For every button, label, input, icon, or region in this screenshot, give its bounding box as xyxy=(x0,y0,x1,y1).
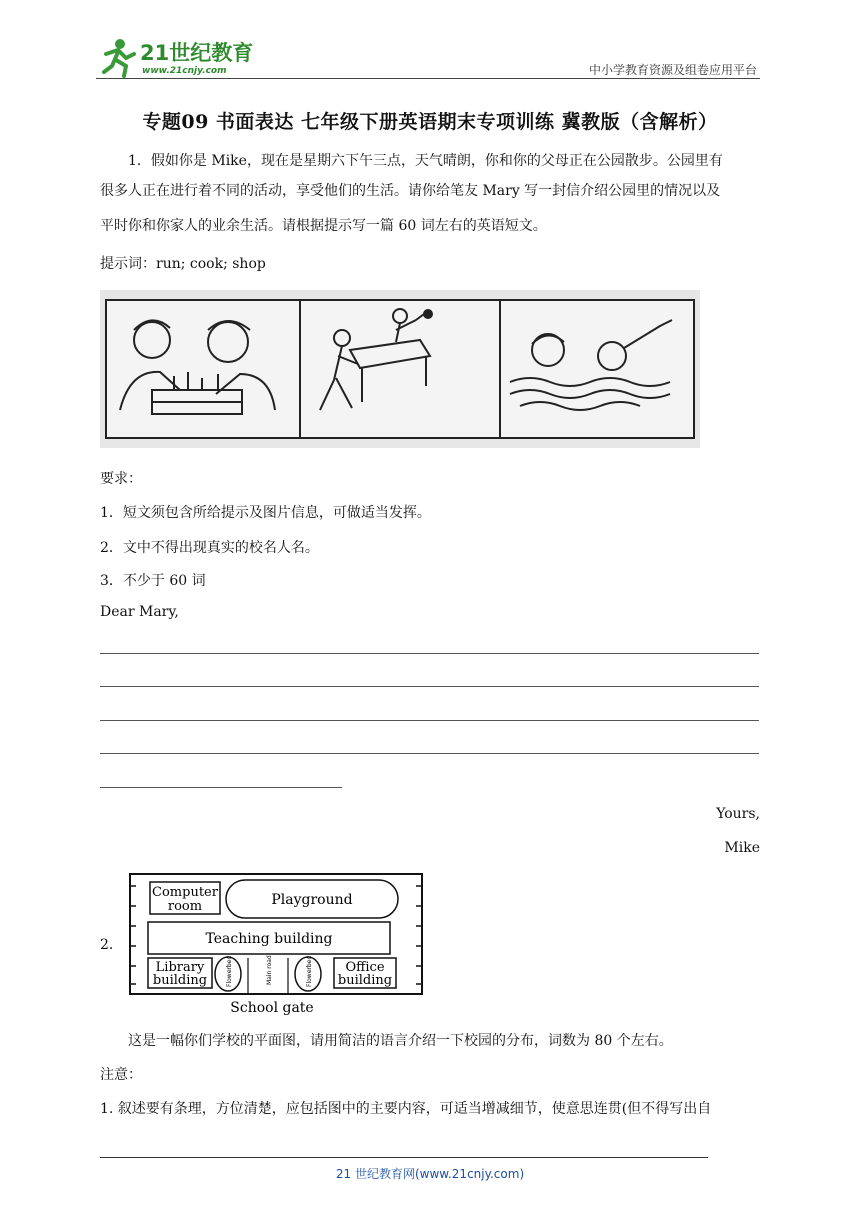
teaching-building-label: Teaching building xyxy=(205,931,333,947)
main-road-label: Main road xyxy=(266,955,273,985)
page-title: 专题09 书面表达 七年级下册英语期末专项训练 冀教版（含解析） xyxy=(142,111,718,133)
logo-url: www.21cnjy.com xyxy=(142,66,227,76)
answer-line xyxy=(100,653,759,654)
answer-line xyxy=(100,686,759,687)
letter-greeting: Dear Mary, xyxy=(100,604,179,620)
footer-divider xyxy=(100,1157,708,1158)
playground-label: Playground xyxy=(271,892,353,908)
library-label: Library xyxy=(155,960,205,975)
letter-signature: Mike xyxy=(724,840,760,856)
requirement-1: 1．短文须包含所给提示及图片信息，可做适当发挥。 xyxy=(100,505,431,521)
q2-note-1: 1. 叙述要有条理，方位清楚，应包括图中的主要内容，可适当增减细节，使意思连贯(但不得写出自 xyxy=(100,1101,712,1117)
flowerbed-label: Flowerbed xyxy=(306,955,313,987)
activity-pictures xyxy=(100,290,700,448)
school-map xyxy=(128,872,424,1022)
q1-line-3: 平时你和你家人的业余生活。请根据提示写一篇 60 词左右的英语短文。 xyxy=(100,218,547,234)
q2-instruction: 这是一幅你们学校的平面图，请用简洁的语言介绍一下校园的分布，词数为 80 个左右。 xyxy=(128,1033,673,1049)
site-logo xyxy=(96,36,258,78)
answer-line xyxy=(100,787,342,788)
footer-text: 21 世纪教育网(www.21cnjy.com) xyxy=(335,1167,525,1181)
q2-note-label: 注意： xyxy=(100,1067,142,1083)
q1-line-1: 1．假如你是 Mike，现在是星期六下午三点，天气晴朗，你和你的父母正在公园散步。公园里有 xyxy=(128,153,723,169)
q1-line-2: 很多人正在进行着不同的活动，享受他们的生活。请你给笔友 Mary 写一封信介绍公园里的情况以及 xyxy=(100,183,721,199)
letter-closing: Yours, xyxy=(716,806,760,822)
office-label: Office xyxy=(345,960,385,975)
computer-room-label: Computer xyxy=(152,885,218,900)
q2-number: 2． xyxy=(100,937,123,953)
q1-hint: 提示词：run; cook; shop xyxy=(100,256,266,272)
school-gate-label: School gate xyxy=(230,1000,314,1016)
flowerbed-label: Flowerbed xyxy=(226,955,233,987)
requirement-2: 2．文中不得出现真实的校名人名。 xyxy=(100,540,319,556)
office-label: building xyxy=(337,973,393,988)
library-label: building xyxy=(152,973,208,988)
computer-room-label: room xyxy=(167,899,203,914)
requirements-label: 要求： xyxy=(100,471,142,487)
answer-line xyxy=(100,753,759,754)
runner-icon xyxy=(104,39,134,76)
header-divider xyxy=(96,78,760,79)
answer-line xyxy=(100,720,759,721)
header-platform-text: 中小学教育资源及组卷应用平台 xyxy=(588,63,757,77)
requirement-3: 3．不少于 60 词 xyxy=(100,573,206,589)
logo-text: 21世纪教育 xyxy=(140,41,254,65)
